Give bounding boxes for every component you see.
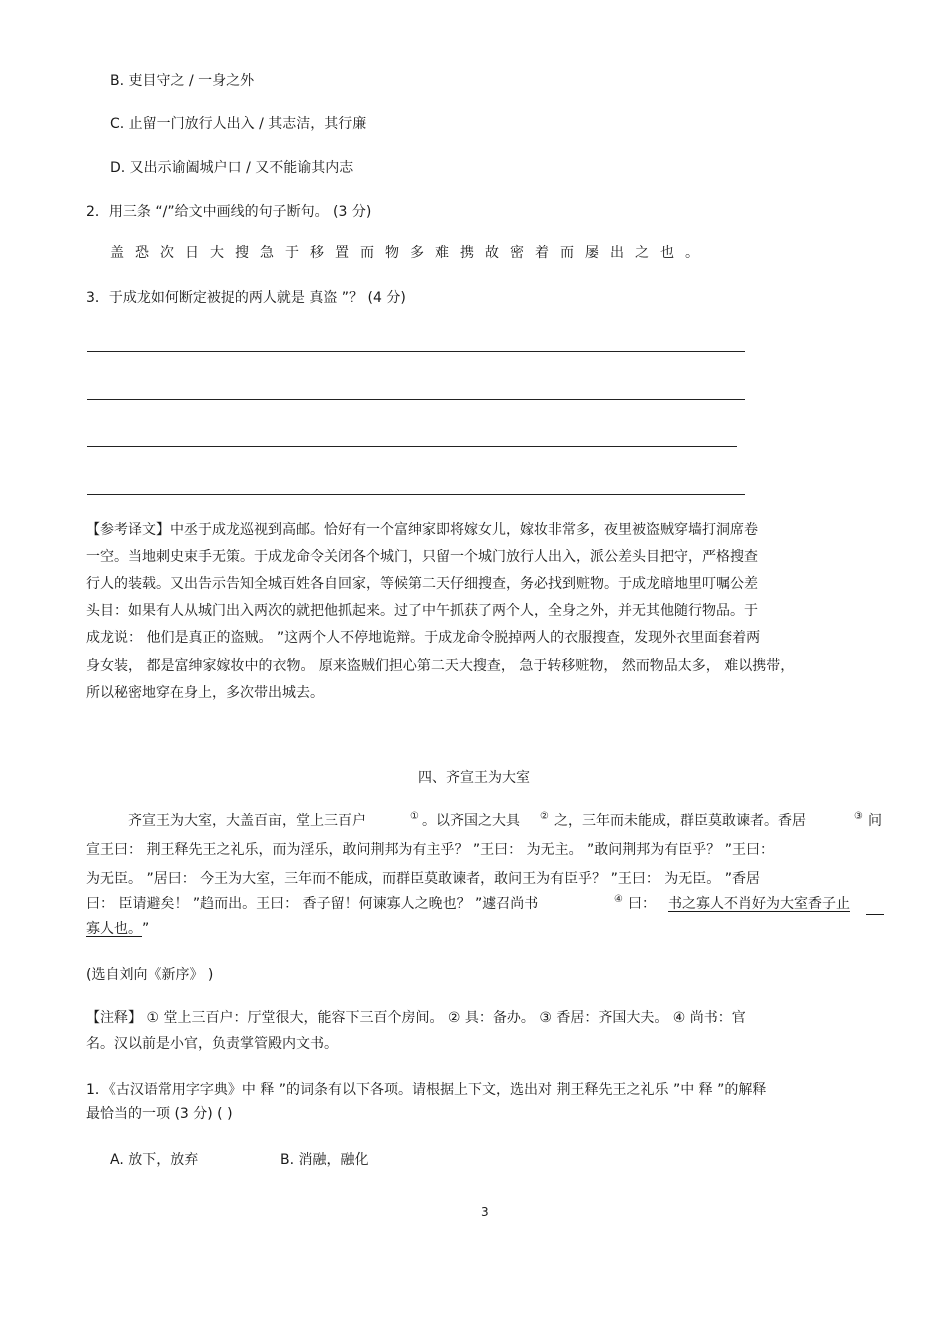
passage-line-1c: 之，三年而未能成，群臣莫敢谏者。香居	[554, 813, 806, 829]
underlined-sentence: 书之寡人不肖好为大室香子止	[668, 896, 850, 912]
answer-line-4	[87, 494, 745, 495]
section-title: 四、齐宣王为大室	[418, 770, 530, 786]
note-marker-2: ②	[540, 811, 549, 822]
translation-line: 一空。当地刺史束手无策。于成龙命令关闭各个城门，只留一个城门放行人出入，派公差头目把守，严格搜查	[86, 549, 758, 565]
translation-line: 【参考译文】中丞于成龙巡视到高邮。恰好有一个富绅家即将嫁女儿，嫁妆非常多，夜里被盗贼穿墙打洞席卷	[86, 522, 758, 538]
option-d: D. 又出示谕阖城户口 / 又不能谕其内志	[110, 160, 354, 176]
passage-line-1b: 。以齐国之大具	[422, 813, 520, 829]
notes-line-2: 名。汉以前是小官，负责掌管殿内文书。	[86, 1036, 338, 1052]
option-a: A. 放下，放弃	[110, 1152, 199, 1168]
translation-line: 所以秘密地穿在身上，多次带出城去。	[86, 685, 324, 701]
question-3: 3．于成龙如何断定被捉的两人就是 真盗 ”？ (4 分)	[86, 290, 406, 306]
translation-line: 身女装， 都是富绅家嫁妆中的衣物。 原来盗贼们担心第二天大搜查， 急于转移赃物， 然而物品太多， 难以携带，	[86, 658, 795, 674]
answer-line-2	[87, 399, 745, 400]
note-marker-4: ④	[614, 894, 623, 905]
translation-line: 行人的装载。又出告示告知全城百姓各自回家，等候第二天仔细搜查，务必找到赃物。于成龙暗地里叮嘱公差	[86, 576, 758, 592]
option-c: C. 止留一门放行人出入 / 其志洁，其行廉	[110, 116, 367, 132]
note-marker-3: ③	[854, 811, 863, 822]
question-2: 2．用三条 “/”给文中画线的句子断句。 (3 分)	[86, 204, 372, 220]
option-b-section4: B. 消融，融化	[280, 1152, 369, 1168]
answer-line-3	[87, 446, 737, 447]
option-b: B. 吏目守之 / 一身之外	[110, 73, 255, 89]
passage-line-4b: 曰：	[628, 896, 656, 912]
note-marker-1: ①	[410, 811, 419, 822]
passage-line-3: 为无臣。 ”居曰： 今王为大室，三年而不能成，而群臣莫敢谏者，敢问王为有臣乎？ ”王曰： 为无臣。 ”香居	[86, 871, 761, 887]
notes-line-1: 【注释】 ① 堂上三百户：厅堂很大，能容下三百个房间。 ② 具：备办。 ③ 香居：齐国大夫。 ④ 尚书：官	[86, 1010, 746, 1026]
passage-line-1a: 齐宣王为大室，大盖百亩，堂上三百户	[128, 813, 366, 829]
underline-extension	[866, 914, 884, 915]
question-1-line-2: 最恰当的一项 (3 分) ( )	[86, 1106, 233, 1122]
translation-line: 成龙说： 他们是真正的盗贼。 ”这两个人不停地诡辩。于成龙命令脱掉两人的衣服搜查，发现外衣里面套着两	[86, 630, 761, 646]
source-citation: (选自刘向《新序》 )	[86, 967, 214, 983]
question-1-line-1: 1．《古汉语常用字字典》中 释 ”的词条有以下各项。请根据上下文，选出对 荆王释先王之礼乐 ”中 释 ”的解释	[86, 1082, 767, 1098]
answer-line-1	[87, 351, 745, 352]
passage-line-5-end: ”	[142, 921, 150, 937]
question-2-sentence: 盖恐次日大搜急于移置而物多难携故密着而屡出之也。	[110, 245, 710, 261]
passage-line-1d: 问	[868, 813, 882, 829]
passage-line-4a: 曰： 臣请避矣！ ”趋而出。王曰： 香子留！何谏寡人之晚也？ ”遽召尚书	[86, 896, 539, 912]
page-number: 3	[481, 1205, 489, 1219]
passage-line-2: 宣王曰： 荆王释先王之礼乐，而为淫乐，敢问荆邦为有主乎？ ”王曰： 为无主。 ”敢问荆邦为有臣乎？ ”王曰：	[86, 842, 775, 858]
underlined-sentence-end: 寡人也。	[86, 921, 142, 937]
translation-line: 头目：如果有人从城门出入两次的就把他抓起来。过了中午抓获了两个人，全身之外，并无其他随行物品。于	[86, 603, 758, 619]
